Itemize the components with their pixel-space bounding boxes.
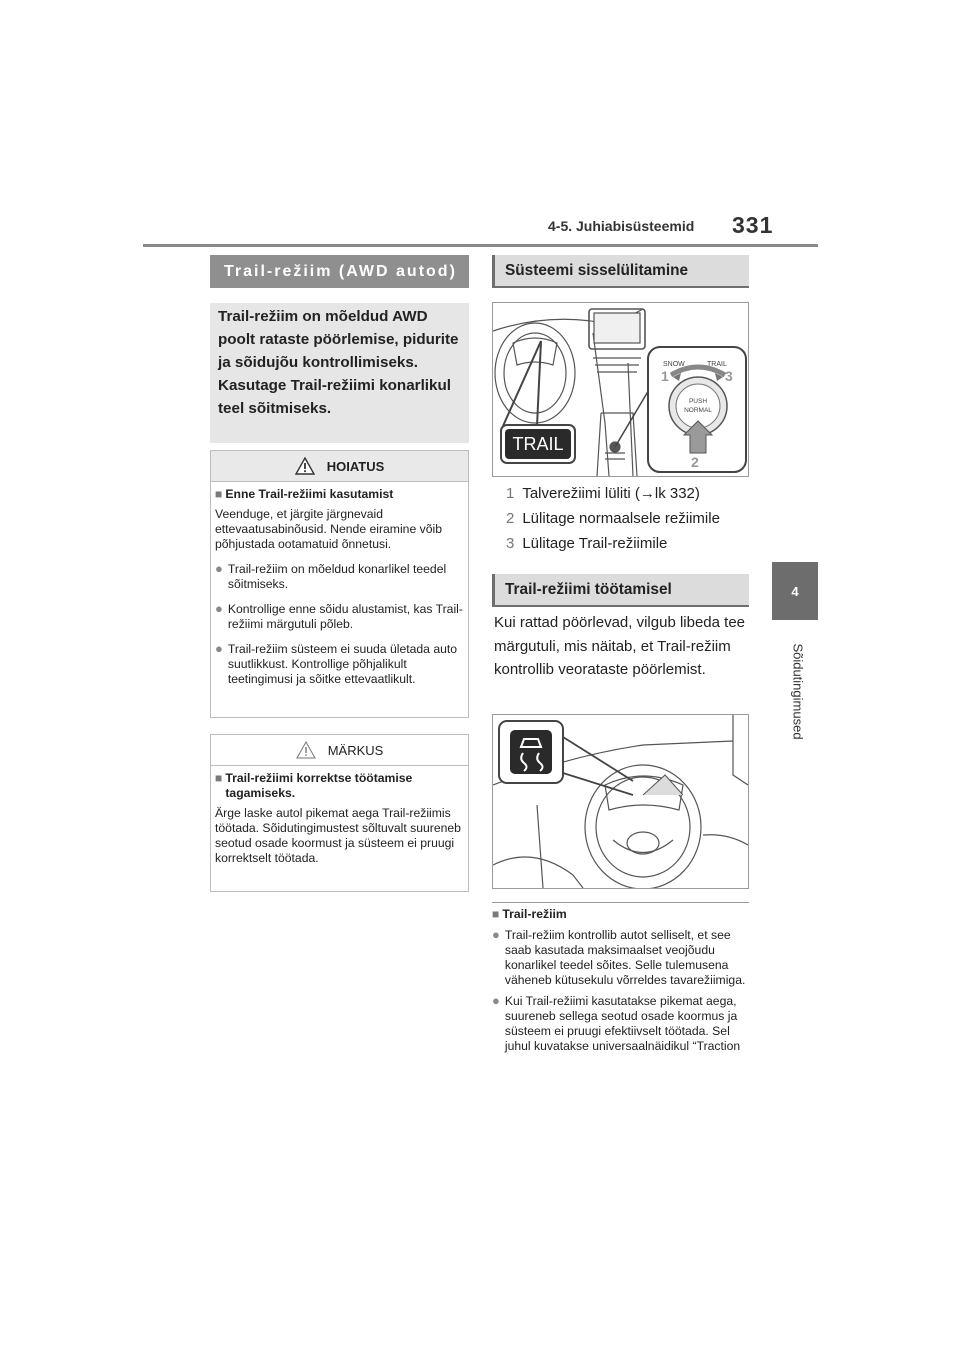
- mode-bullet-text: Trail-režiim kontrollib autot selliselt, et see saab kasutada maksimaalset veojõudu konarlikel teedel sõites. Selle tulemusena väheneb kütusekulu võrreldes tavarežiimiga.: [504, 928, 746, 987]
- callout-3: 3: [725, 368, 733, 384]
- callout-2: 2: [691, 454, 699, 470]
- warning-bullet: [215, 602, 464, 632]
- section-divider: [492, 902, 749, 903]
- mode-bullet: [492, 994, 750, 1054]
- mode-bullet-text: Kui Trail-režiimi kasutatakse pikemat aega, suureneb sellega seotud osade koormus ja süsteem ei pruugi efektiivselt töötada. Sel juhul kuvatakse universaalnäidikul “Traction: [504, 994, 741, 1053]
- mode-title-row: [492, 907, 750, 922]
- warning-bullet: [215, 642, 464, 687]
- warning-title-row: [215, 487, 464, 502]
- warning-title: Enne Trail-režiimi kasutamist: [225, 487, 394, 501]
- snow-label: SNOW: [663, 361, 685, 368]
- warning-bullet-text: Trail-režiim on mõeldud konarlikel teedel sõitmiseks.: [227, 562, 447, 591]
- activation-heading: Süsteemi sisselülitamine: [492, 255, 749, 288]
- switch-illustration: [492, 302, 749, 477]
- chapter-title-text: Sõidutingimused: [790, 643, 806, 740]
- operation-heading: Trail-režiimi töötamisel: [492, 574, 749, 607]
- step-text: Lülitage normaalsele režiimile: [522, 510, 720, 527]
- square-bullet-icon: ■: [492, 907, 500, 921]
- push-label: PUSH: [688, 398, 708, 405]
- warning-bullet: [215, 562, 464, 592]
- note-header: [211, 735, 468, 766]
- step-number: 2: [506, 510, 515, 527]
- note-title: Trail-režiimi korrektse töötamise tagamiseks.: [225, 771, 413, 800]
- chapter-tab[interactable]: 4: [772, 562, 818, 620]
- step-text: Lülitage Trail-režiimile: [522, 535, 668, 552]
- warning-bullet-text: Trail-režiim süsteem ei suuda ületada auto suutlikkust. Kontrollige põhjalikult teetingimusi ja sõitke ettevaatlikult.: [227, 642, 458, 686]
- step-number: 3: [506, 535, 515, 552]
- note-title-row: [215, 771, 464, 801]
- trail-mode-notes: [492, 907, 750, 1054]
- bullet-icon: ●: [215, 561, 223, 576]
- step-text: Talverežiimi lüliti (→lk 332): [522, 485, 700, 502]
- note-box: [210, 734, 469, 892]
- page-number: 331: [732, 212, 774, 238]
- square-bullet-icon: ■: [215, 771, 223, 785]
- step-list: [506, 481, 756, 556]
- trail-badge-text: TRAIL: [512, 434, 564, 454]
- warning-text: Veenduge, et järgite järgnevaid ettevaatusabinõusid. Nende eiramine võib põhjustada ootamatuid õnnetusi.: [215, 507, 442, 551]
- step-number: 1: [506, 485, 515, 502]
- note-text: Ärge laske autol pikemat aega Trail-režiimis töötada. Sõidutingimustest sõltuvalt suureneb seotud osade koormust ja süsteem ei pruugi korrektselt töötada.: [215, 806, 461, 865]
- mode-bullet: [492, 928, 750, 988]
- warning-header: [211, 451, 468, 482]
- trail-mode-heading: Trail-režiim (AWD autod): [210, 255, 469, 288]
- step-item: [506, 531, 756, 556]
- warning-bullet-text: Kontrollige enne sõidu alustamist, kas Trail-režiimi märgutuli põleb.: [227, 602, 463, 631]
- header-divider: [143, 244, 818, 247]
- trail-label: TRAIL: [707, 361, 727, 368]
- bullet-icon: ●: [215, 601, 223, 616]
- square-bullet-icon: ■: [215, 487, 223, 501]
- bullet-icon: ●: [492, 927, 500, 942]
- mode-title: Trail-režiim: [502, 907, 567, 921]
- indicator-illustration: [492, 714, 749, 889]
- trail-mode-intro: Trail-režiim on mõeldud AWD poolt rataste pöörlemise, pidurite ja sõidujõu kontrollimiseks. Kasutage Trail-režiimi konarlikul teel sõitmiseks.: [210, 303, 469, 443]
- bullet-icon: ●: [492, 993, 500, 1008]
- warning-box: [210, 450, 469, 718]
- operation-text: Kui rattad pöörlevad, vilgub libeda tee märgutuli, mis näitab, et Trail-režiim kontrollib veorataste pöörlemist.: [494, 614, 746, 678]
- caution-icon: [296, 741, 316, 759]
- step-item: [506, 481, 756, 506]
- normal-label: NORMAL: [684, 407, 712, 414]
- callout-1: 1: [661, 368, 669, 384]
- warning-icon: [295, 457, 315, 475]
- note-label: MÄRKUS: [327, 742, 384, 758]
- bullet-icon: ●: [215, 641, 223, 656]
- warning-label: HOIATUS: [326, 458, 385, 474]
- chapter-title: [788, 630, 804, 750]
- step-item: [506, 506, 756, 531]
- section-title: 4-5. Juhiabisüsteemid: [548, 218, 695, 234]
